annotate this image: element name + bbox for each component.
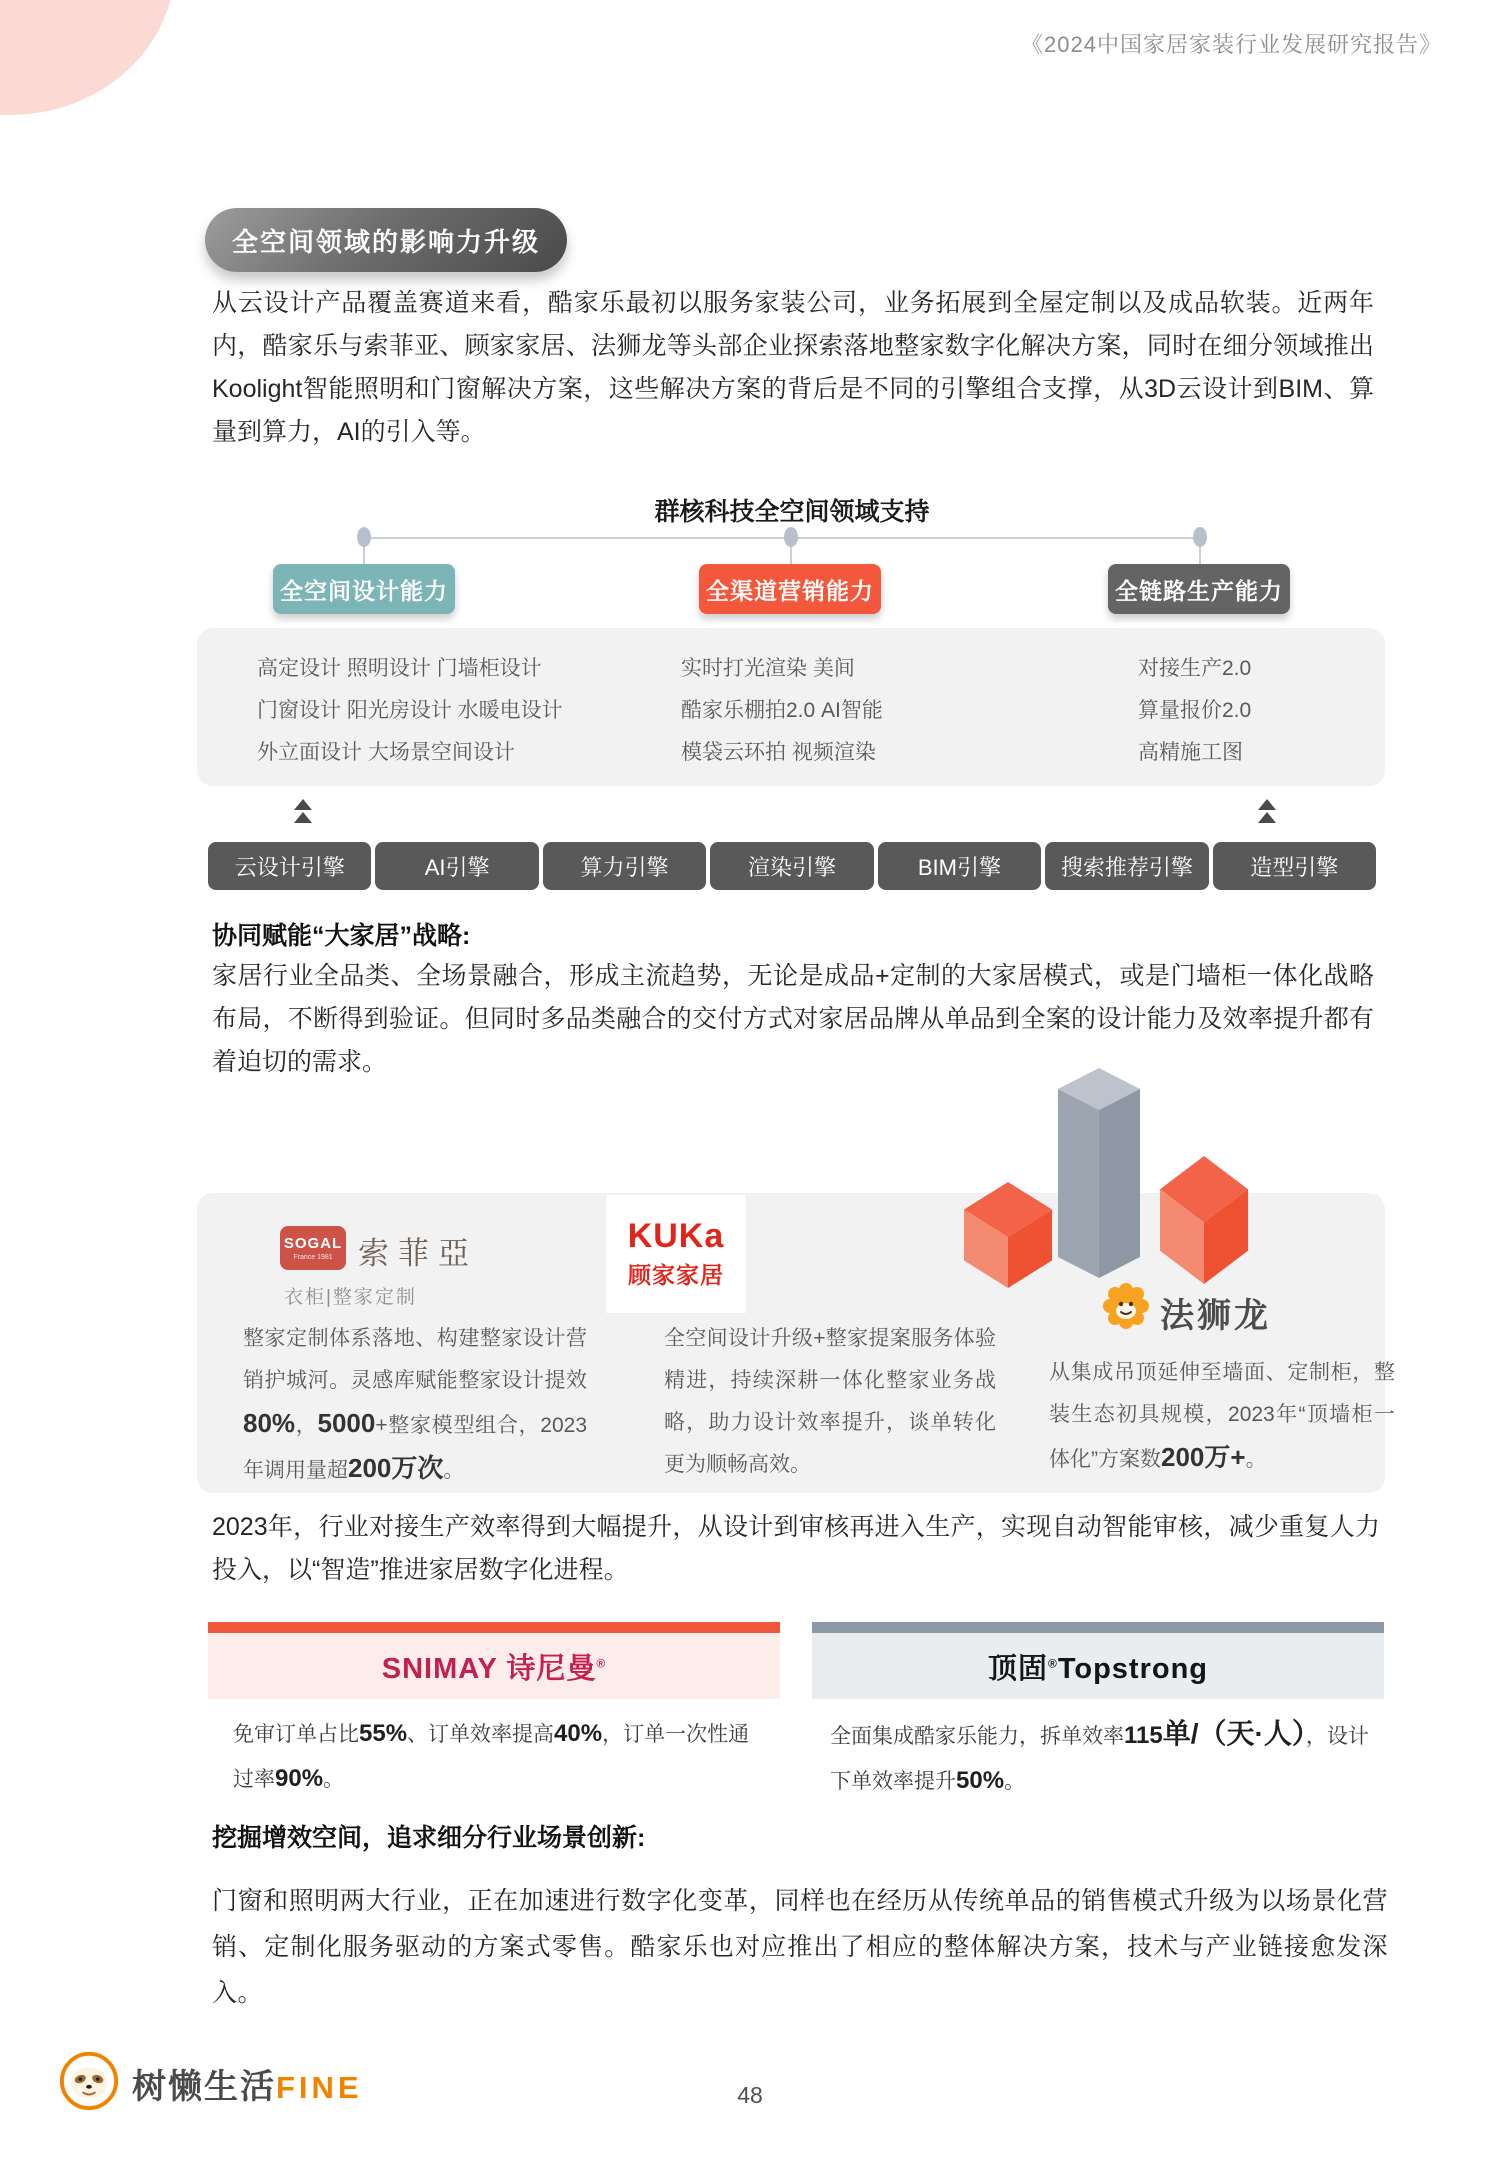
case-card-snimay <box>208 1622 780 1699</box>
note-text: ，订单一次性通过率 <box>233 1723 750 1791</box>
card-accent-bar <box>812 1622 1384 1633</box>
snimay-logo-text: SNIMAY 诗尼曼 <box>381 1652 597 1685</box>
strategy-heading: 协同赋能“大家居”战略: <box>212 922 471 950</box>
capability-item: 对接生产2.0 <box>1138 657 1252 680</box>
capability-column-marketing <box>681 648 883 774</box>
card-accent-bar <box>208 1622 780 1633</box>
sogal-cn-logotype: 索菲亞 <box>358 1236 478 1271</box>
highlight-value: 200万+ <box>1161 1442 1246 1472</box>
note-text: 从集成吊顶延伸至墙面、定制柜，整装生态初具规模，2023年“顶墙柜一体化”方案数 <box>1049 1361 1395 1471</box>
bar-column-illustration <box>1058 1068 1140 1278</box>
highlight-value: 单/（天·人） <box>1162 1718 1306 1749</box>
connector-line <box>358 537 1202 539</box>
sogal-logo-subtext: France 1981 <box>293 1253 333 1261</box>
note-text: 全空间设计升级+整家提案服务体验精进，持续深耕一体化整家业务战略，助力设计效率提升，谈单转化更为顺畅高效。 <box>664 1327 996 1476</box>
note-text: 全面集成酷家乐能力，拆单效率 <box>830 1725 1124 1748</box>
footer-brand-accent: FINE <box>276 2070 363 2105</box>
highlight-value: 115 <box>1124 1722 1163 1749</box>
capability-item: 高定设计 照明设计 门墙柜设计 <box>257 657 542 680</box>
note-text: 。 <box>1004 1770 1026 1793</box>
kuka-logo <box>606 1195 746 1313</box>
capability-item: 实时打光渲染 美间 <box>681 657 855 680</box>
snimay-note <box>233 1712 769 1802</box>
capability-column-production <box>1138 648 1251 774</box>
engine-label: BIM引擎 <box>878 842 1041 890</box>
page-number: 48 <box>737 2082 763 2108</box>
production-paragraph: 2023年，行业对接生产效率得到大幅提升，从设计到审核再进入生产，实现自动智能审核，减少重复人力投入，以“智造”推进家居数字化进程。 <box>212 1513 1380 1584</box>
kuka-cn-logotype: 顾家家居 <box>628 1261 724 1288</box>
connector-node-icon <box>357 527 371 547</box>
highlight-value: 5000 <box>317 1408 376 1438</box>
highlight-value: 200万次 <box>348 1453 444 1483</box>
sogal-logo-text: SOGAL <box>283 1234 343 1252</box>
up-arrows-icon <box>293 799 313 823</box>
sogal-logo <box>280 1226 346 1270</box>
engine-label: AI引擎 <box>375 842 538 890</box>
capability-column-design <box>257 648 563 774</box>
capability-box-production: 全链路生产能力 <box>1108 564 1290 614</box>
connector-node-icon <box>784 527 798 547</box>
capability-item: 门窗设计 阳光房设计 水暖电设计 <box>257 699 563 722</box>
note-text: 整家定制体系落地、构建整家设计营销护城河。灵感库赋能整家设计提效 <box>243 1327 587 1392</box>
engine-label: 造型引擎 <box>1213 842 1376 890</box>
capability-box-design: 全空间设计能力 <box>273 564 455 614</box>
topstrong-cn-text: 顶固 <box>987 1652 1048 1685</box>
cube-icon <box>964 1182 1052 1288</box>
registered-mark: ® <box>1047 1655 1058 1670</box>
capability-item: 酷家乐棚拍2.0 AI智能 <box>681 699 883 722</box>
note-text: 。 <box>1245 1448 1267 1471</box>
lion-icon <box>1102 1282 1150 1330</box>
intro-paragraph: 从云设计产品覆盖赛道来看，酷家乐最初以服务家装公司，业务拓展到全屋定制以及成品软装。近两年内，酷家乐与索菲亚、顾家家居、法狮龙等头部企业探索落地整家数字化解决方案，同时在细分领域推出Koolight智能照明和门窗解决方案，这些解决方案的背后是不同的引擎组合支撑，从3D云设计到BIM、算量到算力，AI的引入等。 <box>212 289 1374 446</box>
note-text: 、订单效率提高 <box>407 1723 555 1746</box>
highlight-value: 80% <box>243 1408 296 1438</box>
capability-item: 模袋云环拍 视频渲染 <box>681 741 876 764</box>
highlight-value: 55% <box>359 1720 408 1747</box>
capability-box-marketing: 全渠道营销能力 <box>699 564 881 614</box>
innovation-paragraph: 门窗和照明两大行业，正在加速进行数字化变革，同样也在经历从传统单品的销售模式升级为以场景化营销、定制化服务驱动的方案式零售。酷家乐也对应推出了相应的整体解决方案，技术与产业链接愈发深入。 <box>212 1887 1388 2007</box>
connector-node-icon <box>1193 527 1207 547</box>
diagram-title: 群核科技全空间领域支持 <box>654 498 930 526</box>
capability-item: 高精施工图 <box>1138 741 1243 764</box>
capability-item: 算量报价2.0 <box>1138 699 1252 722</box>
footer-brand-cn: 树懒生活 <box>132 2068 276 2106</box>
capability-panel <box>197 628 1385 786</box>
note-text: ， <box>295 1414 318 1437</box>
highlight-value: 50% <box>956 1767 1005 1794</box>
fashilong-logotype: 法狮龙 <box>1160 1297 1271 1335</box>
fashilong-description <box>1049 1352 1395 1481</box>
capability-item: 外立面设计 大场景空间设计 <box>257 741 515 764</box>
engine-label: 云设计引擎 <box>208 842 371 890</box>
highlight-value: 90% <box>275 1765 324 1792</box>
note-text: +整家模型组合，2023年调用量超 <box>243 1414 588 1482</box>
strategy-paragraph: 家居行业全品类、全场景融合，形成主流趋势，无论是成品+定制的大家居模式，或是门墙柜一体化战略布局，不断得到验证。但同时多品类融合的交付方式对家居品牌从单品到全案的设计能力及效率提升都有着迫切的需求。 <box>212 962 1374 1076</box>
topstrong-en-text: Topstrong <box>1057 1652 1209 1685</box>
innovation-heading: 挖掘增效空间，追求细分行业场景创新: <box>212 1824 646 1852</box>
snimay-logo <box>382 1646 607 1687</box>
section-badge: 全空间领域的影响力升级 <box>205 208 567 272</box>
engine-bar <box>208 842 1376 890</box>
engine-label: 渲染引擎 <box>710 842 873 890</box>
registered-mark: ® <box>596 1655 607 1670</box>
cube-icon <box>1160 1156 1248 1284</box>
note-text: 。 <box>443 1459 465 1482</box>
engine-label: 搜索推荐引擎 <box>1045 842 1208 890</box>
note-text: ，设计下单效率提升 <box>830 1725 1369 1793</box>
report-title: 《2024中国家居家装行业发展研究报告》 <box>1021 32 1442 57</box>
case-card-topstrong <box>812 1622 1384 1699</box>
sogal-description <box>243 1318 587 1492</box>
sogal-tagline: 衣柜|整家定制 <box>284 1287 417 1308</box>
engine-label: 算力引擎 <box>543 842 706 890</box>
kuka-description <box>664 1318 996 1486</box>
topstrong-logo <box>988 1646 1208 1687</box>
kuka-logo-text: KUKa <box>627 1216 725 1255</box>
note-text: 。 <box>323 1768 345 1791</box>
up-arrows-icon <box>1257 799 1277 823</box>
highlight-value: 40% <box>554 1720 603 1747</box>
note-text: 免审订单占比 <box>233 1723 359 1746</box>
topstrong-note <box>830 1712 1386 1804</box>
corner-decoration <box>0 0 175 115</box>
